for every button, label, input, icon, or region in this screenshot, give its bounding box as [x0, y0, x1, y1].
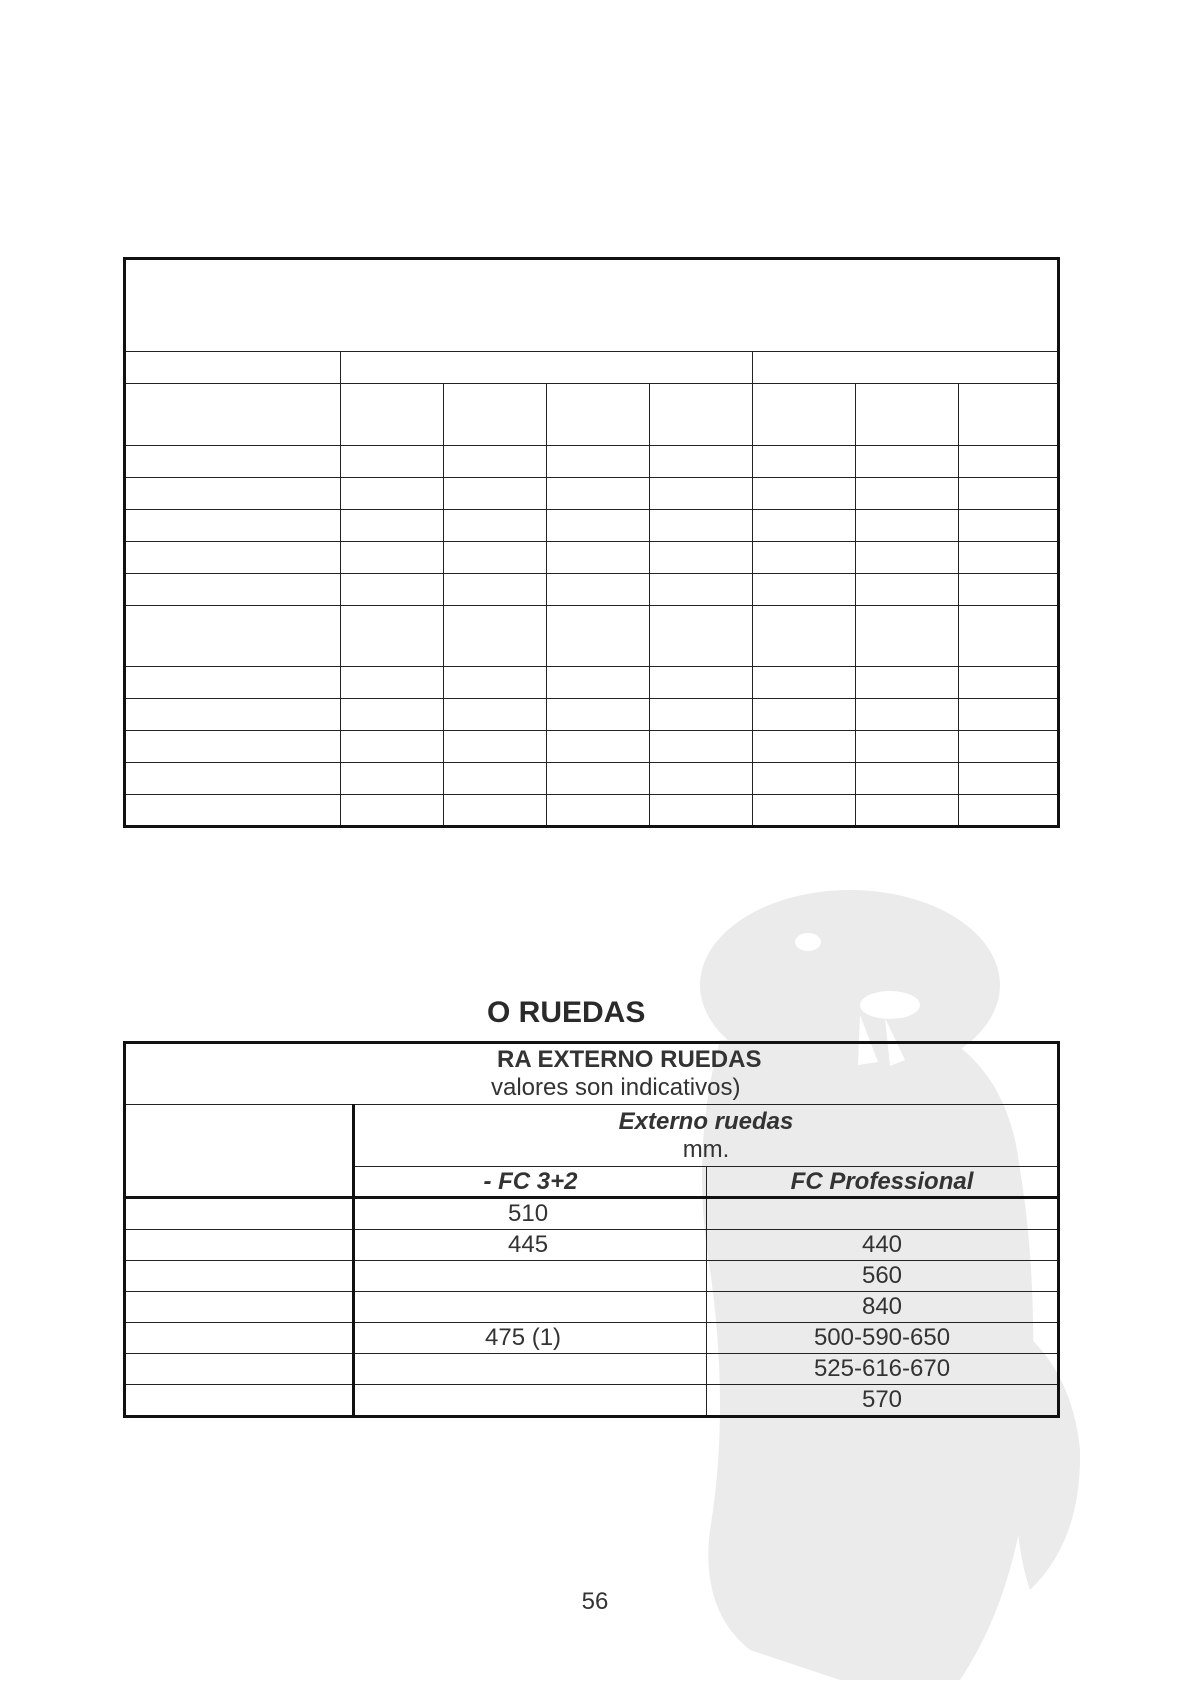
grid-group-cell: [753, 352, 1059, 384]
unit-label: mm.: [682, 1135, 730, 1163]
grid-cell: [125, 384, 341, 446]
table-row: [125, 1261, 1059, 1292]
fc32-cell: 475 (1): [354, 1323, 707, 1354]
grid-row: [125, 763, 1059, 795]
row-label-cell: [125, 1261, 354, 1292]
grid-row: [125, 795, 1059, 827]
group-header: Externo ruedas: [618, 1107, 794, 1135]
fc32-cell: [354, 1385, 707, 1417]
grid-row: [125, 731, 1059, 763]
fc32-cell: 445: [354, 1230, 707, 1261]
row-label-cell: [125, 1230, 354, 1261]
grid-row: [125, 667, 1059, 699]
table-row: [125, 1292, 1059, 1323]
grid-title-cell: [125, 259, 1059, 352]
grid-cell: [650, 384, 753, 446]
fc-professional-cell: [707, 1198, 1059, 1230]
grid-row: [125, 446, 1059, 478]
table-row: [125, 1385, 1059, 1417]
row-label-header: [125, 1105, 354, 1198]
fc-professional-cell: 500-590-650: [707, 1323, 1059, 1354]
group-header-cell: [354, 1105, 1059, 1167]
grid-row: [125, 510, 1059, 542]
grid-cell: [856, 384, 959, 446]
table-subtitle: valores son indicativos): [491, 1074, 741, 1101]
fc-professional-cell: 440: [707, 1230, 1059, 1261]
table-row: [125, 1323, 1059, 1354]
grid-cell: [341, 384, 444, 446]
row-label-cell: [125, 1385, 354, 1417]
grid-cell: [753, 384, 856, 446]
grid-row: [125, 699, 1059, 731]
empty-grid-table: [123, 257, 1060, 828]
grid-cell: [125, 352, 341, 384]
fc-professional-cell: 525-616-670: [707, 1354, 1059, 1385]
grid-cell: [959, 384, 1059, 446]
column-header-fc-professional: FC Professional: [707, 1167, 1059, 1198]
table-row: [125, 1198, 1059, 1230]
row-label-cell: [125, 1198, 354, 1230]
fc32-cell: [354, 1354, 707, 1385]
section-title: O RUEDAS: [487, 996, 646, 1029]
row-label-cell: [125, 1292, 354, 1323]
grid-cell: [444, 384, 547, 446]
page-number: 56: [581, 1588, 609, 1615]
fc32-cell: [354, 1261, 707, 1292]
fc32-cell: 510: [354, 1198, 707, 1230]
fc-professional-cell: 570: [707, 1385, 1059, 1417]
fc32-cell: [354, 1292, 707, 1323]
table-row: [125, 1230, 1059, 1261]
fc-professional-cell: 840: [707, 1292, 1059, 1323]
grid-row: [125, 606, 1059, 667]
grid-row: [125, 574, 1059, 606]
grid-cell: [547, 384, 650, 446]
row-label-cell: [125, 1354, 354, 1385]
table-title-cell: [125, 1043, 1059, 1105]
wheels-table: [123, 1041, 1060, 1418]
grid-group-cell: [341, 352, 753, 384]
row-label-cell: [125, 1323, 354, 1354]
table-row: [125, 1354, 1059, 1385]
table-title: RA EXTERNO RUEDAS: [497, 1046, 762, 1074]
column-header-fc32: - FC 3+2: [354, 1167, 707, 1198]
fc-professional-cell: 560: [707, 1261, 1059, 1292]
grid-row: [125, 542, 1059, 574]
grid-row: [125, 478, 1059, 510]
